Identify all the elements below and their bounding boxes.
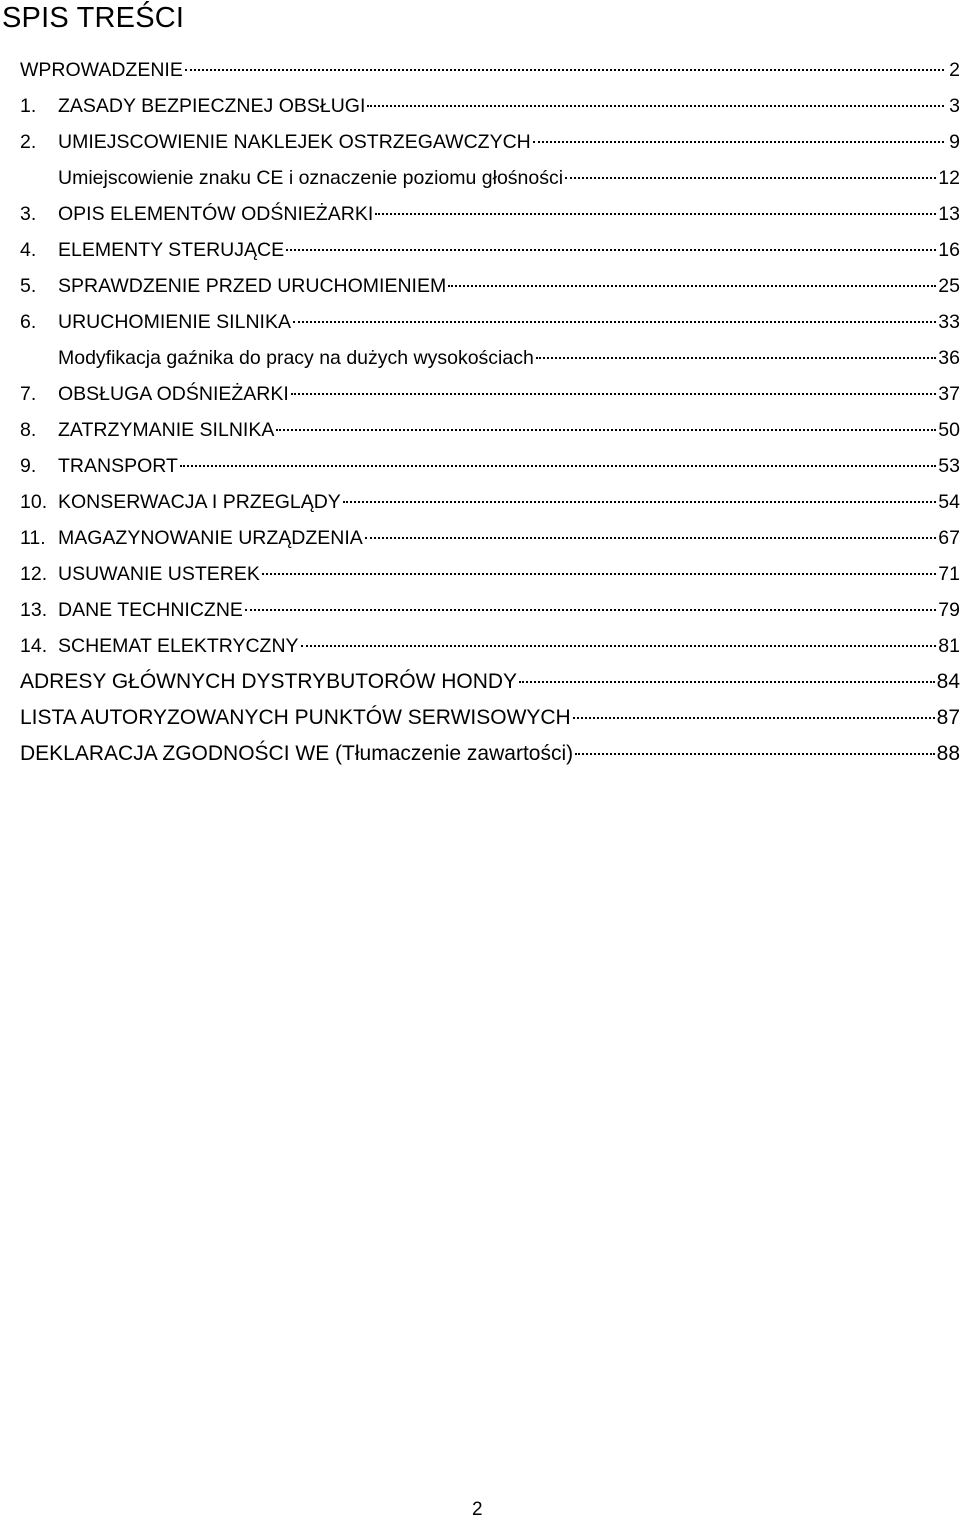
toc-entry-12[interactable]: [20, 556, 960, 592]
toc-leader-dots: [185, 69, 944, 71]
toc-entry-declaration[interactable]: [20, 736, 960, 772]
toc-entry-number: 6.: [20, 311, 37, 333]
toc-entry-page: 50: [938, 419, 960, 441]
toc-entry-6[interactable]: [20, 304, 960, 340]
toc-leader-dots: [573, 717, 935, 719]
toc-entry-2[interactable]: [20, 124, 960, 160]
toc-entry-label: OBSŁUGA ODŚNIEŻARKI: [58, 383, 289, 405]
toc-entry-page: 33: [938, 311, 960, 333]
toc-entry-number: 7.: [20, 383, 37, 405]
toc-entry-label: URUCHOMIENIE SILNIKA: [58, 311, 291, 333]
toc-entry-14[interactable]: [20, 628, 960, 664]
toc-entry-8[interactable]: [20, 412, 960, 448]
toc-entry-page: 88: [936, 742, 960, 765]
page-title: SPIS TREŚCI: [2, 2, 185, 34]
toc-entry-4[interactable]: [20, 232, 960, 268]
toc-leader-dots: [365, 537, 937, 539]
toc-entry-page: 37: [938, 383, 960, 405]
toc-leader-dots: [276, 429, 936, 431]
toc-entry-number: 13.: [20, 599, 48, 621]
toc-entry-page: 2: [949, 59, 960, 81]
toc-entry-label: SCHEMAT ELEKTRYCZNY: [58, 635, 299, 657]
toc-entry-5[interactable]: [20, 268, 960, 304]
toc-leader-dots: [262, 573, 936, 575]
toc-entry-page: 25: [938, 275, 960, 297]
toc-entry-number: 14.: [20, 635, 48, 657]
toc-entry-number: 5.: [20, 275, 37, 297]
toc-entry-3[interactable]: [20, 196, 960, 232]
toc-entry-page: 12: [938, 167, 960, 189]
toc-entry-page: 71: [938, 563, 960, 585]
toc-entry-page: 13: [938, 203, 960, 225]
toc-entry-page: 54: [938, 491, 960, 513]
toc-entry-10[interactable]: [20, 484, 960, 520]
toc-leader-dots: [343, 501, 936, 503]
toc-entry-page: 67: [938, 527, 960, 549]
toc-entry-9[interactable]: [20, 448, 960, 484]
toc-entry-page: 9: [949, 131, 960, 153]
toc-leader-dots: [180, 465, 936, 467]
toc-entry-label: ZASADY BEZPIECZNEJ OBSŁUGI: [58, 95, 366, 117]
toc-entry-introduction[interactable]: [20, 52, 960, 88]
toc-leader-dots: [375, 213, 936, 215]
toc-entry-label: KONSERWACJA I PRZEGLĄDY: [58, 491, 341, 513]
toc-entry-11[interactable]: [20, 520, 960, 556]
toc-entry-label: WPROWADZENIE: [20, 59, 183, 81]
toc-entry-label: MAGAZYNOWANIE URZĄDZENIA: [58, 527, 363, 549]
toc-leader-dots: [533, 141, 944, 143]
toc-entry-label: DANE TECHNICZNE: [58, 599, 243, 621]
toc-leader-dots: [519, 681, 935, 683]
toc-entry-7[interactable]: [20, 376, 960, 412]
page-number: 2: [472, 1499, 483, 1520]
toc-leader-dots: [367, 105, 944, 107]
toc-entry-number: 3.: [20, 203, 37, 225]
toc-entry-label: SPRAWDZENIE PRZED URUCHOMIENIEM: [58, 275, 447, 297]
toc-entry-page: 36: [938, 347, 960, 369]
toc-leader-dots: [293, 321, 936, 323]
toc-leader-dots: [575, 753, 935, 755]
toc-entry-label: ZATRZYMANIE SILNIKA: [58, 419, 275, 441]
toc-entry-label: USUWANIE USTEREK: [58, 563, 260, 585]
toc-entry-page: 84: [936, 670, 960, 693]
toc-entry-number: 4.: [20, 239, 37, 261]
toc-entry-13[interactable]: [20, 592, 960, 628]
toc-entry-number: 8.: [20, 419, 37, 441]
toc-entry-number: 2.: [20, 131, 37, 153]
toc-entry-number: 1.: [20, 95, 37, 117]
toc-entry-label: Modyfikacja gaźnika do pracy na dużych wysokościach: [58, 347, 534, 369]
toc-entry-label: LISTA AUTORYZOWANYCH PUNKTÓW SERWISOWYCH: [20, 706, 571, 729]
toc-leader-dots: [286, 249, 936, 251]
toc-entry-page: 79: [938, 599, 960, 621]
toc-entry-service-points[interactable]: [20, 700, 960, 736]
toc-leader-dots: [536, 357, 936, 359]
toc-entry-label: ADRESY GŁÓWNYCH DYSTRYBUTORÓW HONDY: [20, 670, 518, 693]
toc-entry-label: Umiejscowienie znaku CE i oznaczenie poziomu głośności: [58, 167, 564, 189]
toc-leader-dots: [301, 645, 937, 647]
toc-subentry-carburetor[interactable]: [58, 340, 960, 376]
toc-subentry-ce-mark[interactable]: [58, 160, 960, 196]
toc-entry-label: DEKLARACJA ZGODNOŚCI WE (Tłumaczenie zawartości): [20, 742, 574, 765]
toc-entry-number: 12.: [20, 563, 48, 585]
toc-entry-1[interactable]: [20, 88, 960, 124]
toc-entry-page: 87: [936, 706, 960, 729]
toc-entry-label: UMIEJSCOWIENIE NAKLEJEK OSTRZEGAWCZYCH: [58, 131, 531, 153]
toc-entry-page: 53: [938, 455, 960, 477]
toc-entry-page: 16: [938, 239, 960, 261]
toc-entry-number: 11.: [20, 527, 46, 549]
toc-entry-label: ELEMENTY STERUJĄCE: [58, 239, 285, 261]
toc-entry-number: 10.: [20, 491, 48, 513]
toc-entry-label: TRANSPORT: [58, 455, 178, 477]
toc-entry-page: 81: [938, 635, 960, 657]
toc-leader-dots: [245, 609, 936, 611]
toc-entry-page: 3: [949, 95, 960, 117]
toc-leader-dots: [565, 177, 936, 179]
toc-entry-label: OPIS ELEMENTÓW ODŚNIEŻARKI: [58, 203, 374, 225]
toc-leader-dots: [448, 285, 936, 287]
toc-leader-dots: [291, 393, 936, 395]
toc-entry-number: 9.: [20, 455, 37, 477]
toc-entry-distributors[interactable]: [20, 664, 960, 700]
